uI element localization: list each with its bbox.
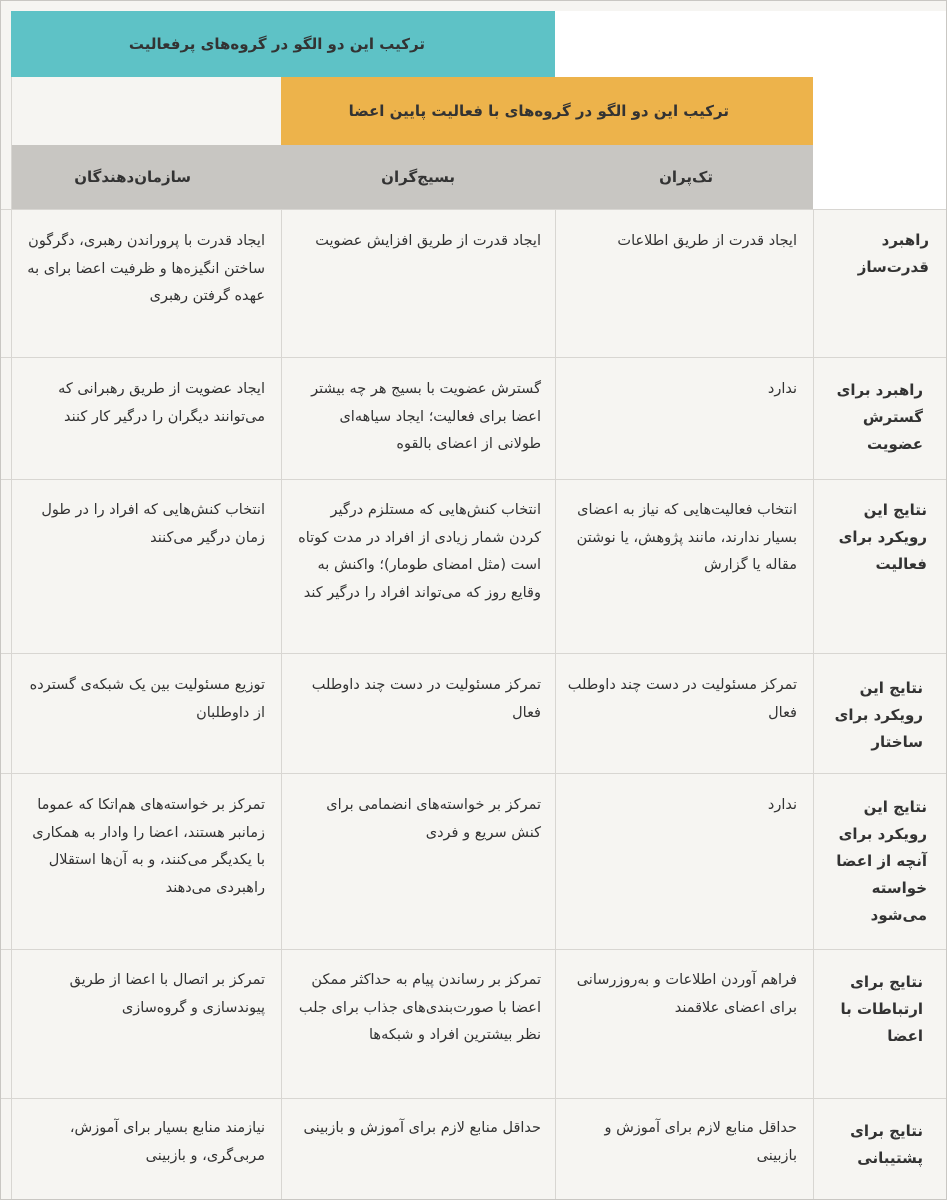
row-label-power-strategy: راهبرد قدرت‌ساز [857, 231, 929, 276]
row-2-col-2: گسترش عضویت با بسیج هر چه بیشتر اعضا برای فعالیت؛ ایجاد سیاهه‌ای طولانی از اعضای بالقوه [311, 381, 541, 452]
second-band-blank [813, 77, 946, 145]
top-band-header [11, 11, 555, 77]
column-header-mobilizers: بسیج‌گران [281, 145, 555, 209]
row-1-col-2: ایجاد قدرت از طریق افزایش عضویت [315, 233, 541, 249]
row-3-col-2: انتخاب کنش‌هایی که مستلزم درگیر کردن شمار زیادی از افراد در مدت کوتاه است (مثل امضای طومار)؛ واکنش به وقایع روز که می‌تواند افراد را درگیر کند [298, 502, 541, 601]
row-1-col-1: ایجاد قدرت از طریق اطلاعات [617, 233, 797, 249]
row-label-asks-results: نتایج این رویکرد برای آنچه از اعضا خواسته می‌شود [836, 798, 927, 924]
row-2-col-1: ندارد [767, 381, 797, 397]
row-7-col-2: حداقل منابع لازم برای آموزش و بازبینی [303, 1120, 541, 1136]
row-6-col-1: فراهم آوردن اطلاعات و به‌روزرسانی برای اعضای علاقمند [576, 972, 797, 1016]
row-1-col-3: ایجاد قدرت با پروراندن رهبری، دگرگون ساختن انگیزه‌ها و ظرفیت اعضا برای به عهده گرفتن رهبری [27, 233, 265, 304]
row-label-support-results: نتایج برای پشتیبانی [850, 1122, 923, 1167]
row-4-col-1: تمرکز مسئولیت در دست چند داوطلب فعال [567, 677, 797, 721]
row-label-membership-strategy: راهبرد برای گسترش عضویت [836, 381, 923, 453]
row-3-col-1: انتخاب فعالیت‌هایی که نیاز به اعضای بسیار ندارند، مانند پژوهش، یا نوشتن مقاله یا گزارش [576, 502, 797, 573]
row-7-col-3: نیازمند منابع بسیار برای آموزش، مربی‌گری، و بازبینی [69, 1120, 265, 1164]
row-3-col-3: انتخاب کنش‌هایی که افراد را در طول زمان درگیر می‌کنند [41, 502, 265, 546]
column-header-organizers: سازمان‌دهندگان [11, 145, 281, 209]
row-label-structure-results: نتایج این رویکرد برای ساختار [834, 679, 923, 751]
row-7-col-1: حداقل منابع لازم برای آموزش و بازبینی [604, 1120, 797, 1164]
row-6-col-3: تمرکز بر اتصال با اعضا از طریق پیوندسازی و گروه‌سازی [69, 972, 265, 1016]
row-2-col-3: ایجاد عضویت از طریق رهبرانی که می‌توانند دیگران را درگیر کار کنند [58, 381, 265, 425]
column-header-blank [813, 145, 946, 209]
row-label-communication-results: نتایج برای ارتباطات با اعضا [840, 973, 923, 1045]
row-4-col-2: تمرکز مسئولیت در دست چند داوطلب فعال [311, 677, 541, 721]
second-band-header [281, 77, 813, 145]
column-header-lone-flyers: تک‌پران [555, 145, 813, 209]
row-5-col-1: ندارد [767, 797, 797, 813]
row-6-col-2: تمرکز بر رساندن پیام به حداکثر ممکن اعضا با صورت‌بندی‌های جذاب برای جلب نظر بیشترین افراد و شبکه‌ها [298, 972, 541, 1043]
row-5-col-2: تمرکز بر خواسته‌های انضمامی برای کنش سریع و فردی [326, 797, 541, 841]
row-4-col-3: توزیع مسئولیت بین یک شبکه‌ی گسترده از داوطلبان [29, 677, 265, 721]
row-label-activity-results: نتایج این رویکرد برای فعالیت [838, 501, 927, 573]
top-band-blank [555, 11, 946, 77]
row-5-col-3: تمرکز بر خواسته‌های هم‌اتکا که عموما زمانبر هستند، اعضا را وادار به همکاری با یکدیگر می‌کنند، و به آن‌ها استقلال راهبردی می‌دهند [32, 797, 265, 896]
top-band-label: ترکیب این دو الگو در گروه‌های پرفعالیت [128, 35, 425, 53]
second-band-label: ترکیب این دو الگو در گروه‌های با فعالیت پایین اعضا [348, 102, 729, 120]
